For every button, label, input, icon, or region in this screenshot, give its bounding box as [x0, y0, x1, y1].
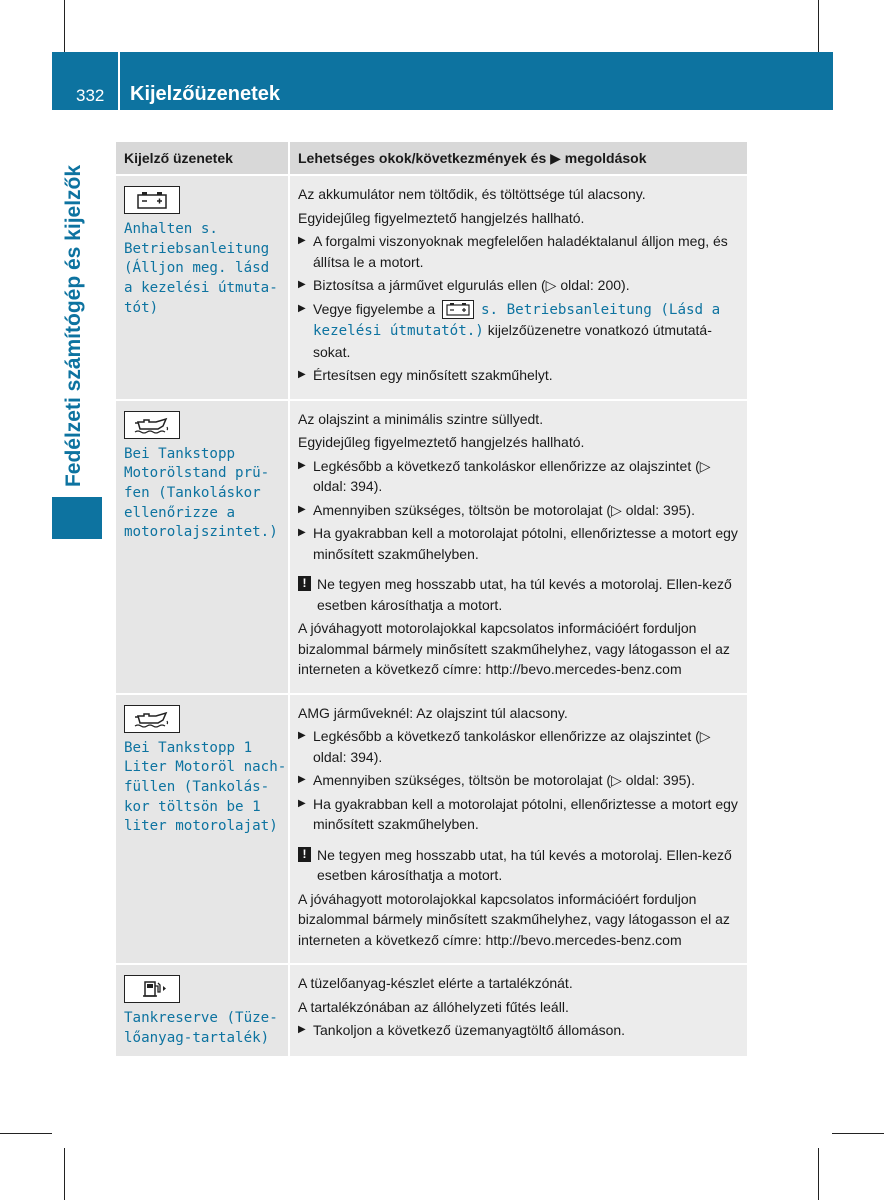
cause-text: Az olajszint a minimális szintre süllyedt.: [298, 410, 544, 427]
bullet-arrow-icon: ▶: [298, 279, 306, 290]
cause-text: Az akkumulátor nem töltődik, és töltöttsége túl alacsony.: [298, 186, 646, 202]
cause-text: A tüzelőanyag-készlet elérte a tartalékzónát.: [298, 975, 573, 991]
fuel-pump-icon: [124, 975, 180, 1003]
action-item: ▶ Legkésőbb a következő tankoláskor ellenőrizze az olajszintet (▷ oldal: 394).: [298, 726, 741, 767]
crop-mark: [832, 1133, 884, 1134]
message-cell: [116, 695, 288, 964]
solution-cell: [288, 695, 747, 964]
display-message: Anhalten s. Betriebsanleitung (Álljon meg. lásd a kezelési útmuta- tót): [124, 221, 278, 316]
solution-cell: [288, 965, 747, 1056]
warning-icon: !: [298, 576, 311, 591]
info-text: A jóváhagyott motorolajokkal kapcsolatos információért forduljon bizalommal bármely minősített szakműhelyhez, vagy látogasson el az interneten a következő címre: http://bevo.mercedes-benz.com: [298, 620, 730, 677]
header-divider: [118, 52, 120, 110]
crop-mark: [0, 1133, 52, 1134]
action-item: ▶ Értesítsen egy minősített szakműhelyt.: [298, 365, 741, 386]
oil-can-icon: [124, 411, 180, 439]
action-item: ▶ Legkésőbb a következő tankoláskor ellenőrizze az olajszintet (▷ oldal: 394).: [298, 456, 741, 497]
action-item: ▶ Amennyiben szükséges, töltsön be motorolajat (▷ oldal: 395).: [298, 770, 741, 791]
display-message: Tankreserve (Tüze- lőanyag-tartalék): [124, 1010, 278, 1046]
bullet-arrow-icon: ▶: [298, 235, 306, 246]
action-item: ▶ Biztosítsa a járművet elgurulás ellen (▷ oldal: 200).: [298, 275, 741, 296]
table-row: [116, 401, 747, 695]
table-header: [116, 142, 747, 176]
side-tab: [52, 497, 102, 539]
side-title-text: Fedélzeti számítógép és kijelzők: [62, 164, 85, 488]
solution-cell: [288, 176, 747, 399]
cause-text: Egyidejűleg figyelmeztető hangjelzés hallható.: [298, 209, 585, 226]
action-item: ▶ Ha gyakrabban kell a motorolajat pótolni, ellenőriztesse a motort egy minősített szakműhelyben.: [298, 523, 741, 564]
bullet-arrow-icon: ▶: [298, 730, 306, 741]
solution-cell: [288, 401, 747, 693]
warning-icon: !: [298, 847, 311, 862]
display-message-ref: s. Betriebsanleitung (Lásd a kezelési útmutatót.): [313, 301, 721, 339]
display-message: Bei Tankstopp Motorölstand prü- fen (Tankoláskor ellenőrizze a motorolajszintet.): [124, 445, 278, 541]
crop-mark: [64, 1148, 65, 1200]
message-cell: [116, 401, 288, 693]
column-header-messages: Kijelző üzenetek: [124, 150, 233, 166]
cause-text: AMG járműveknél: Az olajszint túl alacsony.: [298, 704, 568, 721]
bullet-arrow-icon: ▶: [298, 459, 306, 471]
display-message: Bei Tankstopp 1 Liter Motoröl nach- füllen (Tankolás- kor töltsön be 1 liter motorolajat): [124, 739, 287, 835]
page-number: 332: [76, 86, 105, 105]
page-header: [52, 52, 833, 110]
action-item: ▶ A forgalmi viszonyoknak megfelelően haladéktalanul álljon meg, és állítsa le a motort.: [298, 231, 741, 272]
page-title: Kijelzőüzenetek: [130, 83, 281, 105]
messages-table: [116, 142, 747, 1058]
bullet-arrow-icon: ▶: [298, 503, 306, 515]
crop-mark: [64, 0, 65, 52]
column-header-causes: Lehetséges okok/következmények és ▶ megoldások: [288, 142, 747, 174]
bullet-arrow-icon: ▶: [298, 797, 306, 809]
oil-can-icon: [124, 705, 180, 733]
crop-mark: [818, 0, 819, 52]
warning-note: ! Ne tegyen meg hosszabb utat, ha túl kevés a motorolaj. Ellen-kező esetben károsíthatja a motort.: [298, 574, 741, 615]
bullet-arrow-icon: ▶: [298, 1024, 306, 1035]
bullet-arrow-icon: ▶: [298, 774, 306, 785]
table-row: [116, 695, 747, 966]
table-row: [116, 176, 747, 401]
cause-text: Egyidejűleg figyelmeztető hangjelzés hallható.: [298, 434, 585, 450]
cause-text: A tartalékzónában az állóhelyzeti fűtés leáll.: [298, 998, 569, 1015]
info-text: A jóváhagyott motorolajokkal kapcsolatos információért forduljon bizalommal bármely minősített szakműhelyhez, vagy látogasson el az interneten a következő címre: http://bevo.mercedes-benz.com: [298, 890, 730, 948]
battery-icon: [442, 300, 474, 319]
warning-note: ! Ne tegyen meg hosszabb utat, ha túl kevés a motorolaj. Ellen-kező esetben károsíthatja a motort.: [298, 845, 741, 886]
action-item: ▶ Amennyiben szükséges, töltsön be motorolajat (▷ oldal: 395).: [298, 500, 741, 521]
bullet-arrow-icon: ▶: [298, 302, 306, 314]
action-item: ▶ Ha gyakrabban kell a motorolajat pótolni, ellenőriztesse a motort egy minősített szakműhelyben.: [298, 794, 741, 835]
crop-mark: [818, 1148, 819, 1200]
action-item: ▶ Vegye figyelembe a s. Betriebsanleitung (Lásd a kezelési útmutatót.) kijelzőüzenetre vonatkozó útmutatá-sokat.: [298, 299, 741, 363]
action-item: ▶ Tankoljon a következő üzemanyagtöltő állomáson.: [298, 1020, 741, 1041]
message-cell: [116, 176, 288, 399]
battery-icon: [124, 186, 180, 214]
message-cell: [116, 965, 288, 1056]
table-row: [116, 965, 747, 1058]
bullet-arrow-icon: ▶: [298, 369, 306, 380]
bullet-arrow-icon: ▶: [298, 527, 306, 538]
